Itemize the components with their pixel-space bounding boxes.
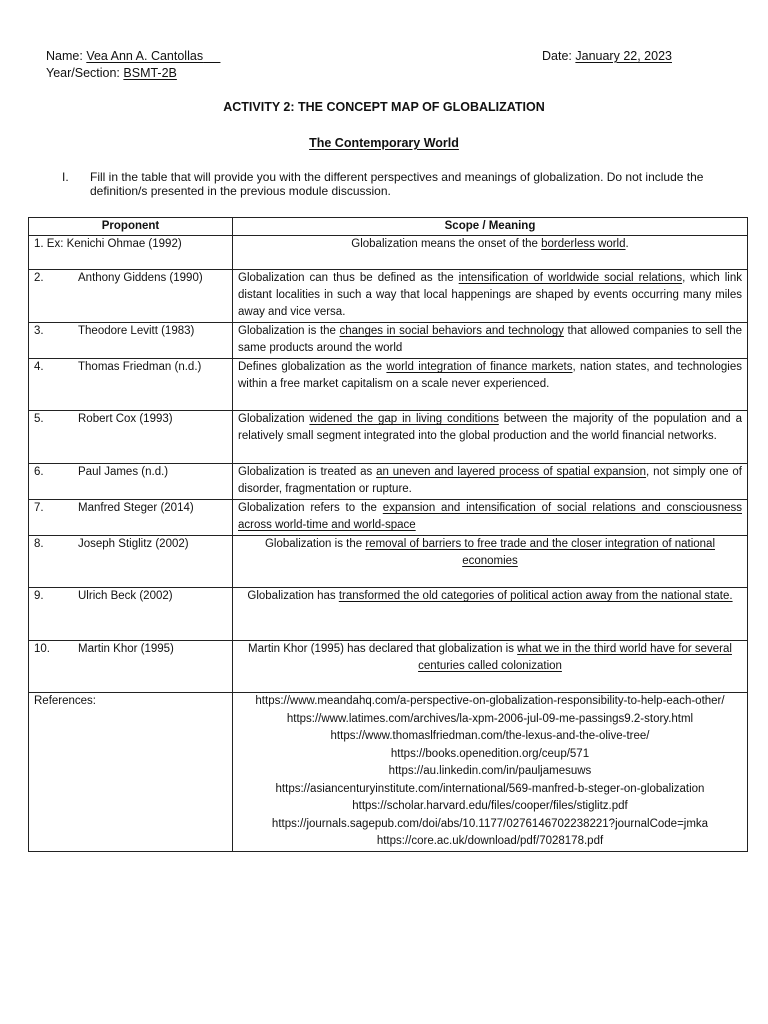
proponent-name: Theodore Levitt (1983) (78, 325, 195, 337)
proponent-name: Robert Cox (1993) (78, 413, 173, 425)
meaning-cell: Globalization widened the gap in living conditions between the majority of the population and a relatively small segment integrated into the global production and the world financial networks. (233, 411, 748, 464)
subtitle: The Contemporary World (309, 136, 459, 150)
section-value: BSMT-2B (123, 66, 177, 80)
proponent-cell (29, 359, 233, 411)
proponent-cell (29, 236, 233, 270)
table-row (29, 641, 748, 693)
row-number: 1. (34, 238, 44, 250)
activity-title: ACTIVITY 2: THE CONCEPT MAP OF GLOBALIZATION (223, 100, 545, 114)
reference-link[interactable]: https://core.ac.uk/download/pdf/7028178.pdf (376, 835, 604, 847)
reference-link[interactable]: https://www.latimes.com/archives/la-xpm-2006-jul-09-me-passings9.2-story.html (286, 712, 694, 725)
meaning-cell: Defines globalization as the world integration of finance markets, nation states, and technologies within a free market capitalism on a scale never experienced. (233, 359, 748, 411)
row-number: 10. (34, 643, 50, 655)
reference-link[interactable]: https://asiancenturyinstitute.com/international/569-manfred-b-steger-on-globalization (275, 782, 705, 795)
proponent-name: Thomas Friedman (n.d.) (78, 361, 202, 373)
proponent-name: Martin Khor (1995) (78, 643, 174, 655)
references-row (29, 693, 748, 852)
reference-link[interactable]: https://books.openedition.org/ceup/571 (390, 747, 590, 760)
row-number: 4. (34, 361, 44, 373)
table-row (29, 588, 748, 641)
row-number: 8. (34, 538, 44, 550)
meaning-cell: Globalization is the changes in social behaviors and technology that allowed companies to sell the same products around the world (233, 323, 748, 359)
table-header-row (29, 218, 748, 236)
section-line (46, 65, 177, 81)
proponent-name: Paul James (n.d.) (78, 466, 169, 478)
globalization-table (28, 217, 748, 852)
proponent-name: Joseph Stiglitz (2002) (78, 538, 189, 550)
meaning-cell: Globalization means the onset of the borderless world. (233, 236, 748, 270)
meaning-cell: Globalization has transformed the old categories of political action away from the national state. (233, 588, 748, 641)
row-number: 3. (34, 325, 44, 337)
reference-link[interactable]: https://au.linkedin.com/in/pauljamesuws (388, 765, 592, 777)
instruction-number: I. (62, 170, 69, 184)
row-number: 9. (34, 590, 44, 602)
date-value: January 22, 2023 (575, 49, 672, 63)
row-number: 2. (34, 272, 44, 284)
name-line (46, 48, 220, 64)
table-row (29, 464, 748, 500)
proponent-cell (29, 588, 233, 641)
meaning-cell: Martin Khor (1995) has declared that globalization is what we in the third world have for several centuries called colonization (233, 641, 748, 693)
table-row (29, 500, 748, 536)
table-row (29, 536, 748, 588)
row-number: 6. (34, 466, 44, 478)
meaning-cell: Globalization can thus be defined as the intensification of worldwide social relations, which link distant localities in such a way that local happenings are shaped by events occurring many miles away and vice versa. (233, 270, 748, 323)
proponent-cell (29, 323, 233, 359)
header-scope-meaning: Scope / Meaning (233, 218, 748, 236)
proponent-cell (29, 411, 233, 464)
references-label: References: (29, 693, 233, 852)
table-row (29, 236, 748, 270)
row-number: 5. (34, 413, 44, 425)
meaning-cell: Globalization is the removal of barriers to free trade and the closer integration of national economies (233, 536, 748, 588)
table-row (29, 359, 748, 411)
table-row (29, 323, 748, 359)
reference-link[interactable]: https://journals.sagepub.com/doi/abs/10.1177/0276146702238221?journalCode=jmka (271, 817, 709, 830)
name-value: Vea Ann A. Cantollas (86, 49, 204, 63)
reference-link[interactable]: https://scholar.harvard.edu/files/cooper/files/stiglitz.pdf (352, 800, 628, 812)
proponent-name: Ulrich Beck (2002) (78, 590, 173, 602)
header-proponent: Proponent (29, 218, 233, 236)
table-row (29, 270, 748, 323)
row-number: 7. (34, 502, 44, 514)
proponent-cell (29, 536, 233, 588)
section-label: Year/Section: (46, 66, 120, 80)
date-label: Date: (542, 49, 572, 63)
references-cell (233, 693, 748, 852)
meaning-cell: Globalization refers to the expansion and intensification of social relations and consciousness across world-time and world-space (233, 500, 748, 536)
proponent-cell (29, 464, 233, 500)
meaning-cell: Globalization is treated as an uneven and layered process of spatial expansion, not simply one of disorder, fragmentation or rupture. (233, 464, 748, 500)
proponent-name: Anthony Giddens (1990) (78, 272, 203, 284)
proponent-cell (29, 500, 233, 536)
name-label: Name: (46, 49, 83, 63)
date-line (542, 48, 672, 64)
instruction-text: Fill in the table that will provide you with the different perspectives and meanings of globalization. Do not include the definition/s presented in the previous module discussion. (90, 170, 704, 198)
reference-link[interactable]: https://www.thomaslfriedman.com/the-lexus-and-the-olive-tree/ (330, 730, 650, 742)
proponent-name: Ex: Kenichi Ohmae (1992) (46, 238, 182, 250)
proponent-name: Manfred Steger (2014) (78, 502, 194, 514)
proponent-cell (29, 641, 233, 693)
proponent-cell (29, 270, 233, 323)
table-row (29, 411, 748, 464)
reference-link[interactable]: https://www.meandahq.com/a-perspective-on-globalization-responsibility-to-help-each-other/ (255, 695, 725, 707)
